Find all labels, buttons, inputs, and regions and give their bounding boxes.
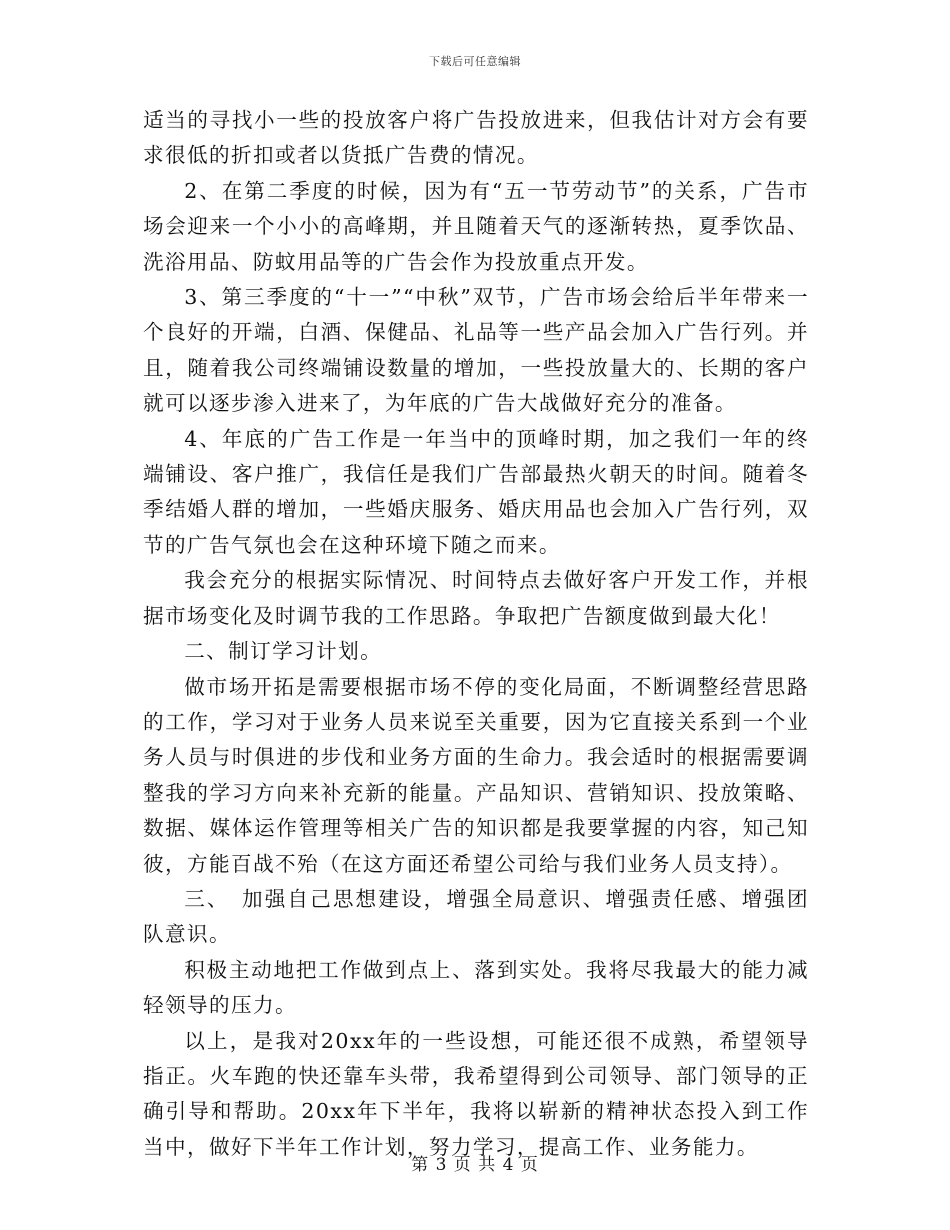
document-body (143, 103, 809, 1165)
paragraph: 积极主动地把工作做到点上、落到实处。我将尽我最大的能力减轻领导的压力。 (143, 957, 809, 1018)
paragraph: 4、年底的广告工作是一年当中的顶峰时期，加之我们一年的终端铺设、客户推广，我信任是我们广告部最热火朝天的时间。随着冬季结婚人群的增加，一些婚庆服务、婚庆用品也会加入广告行列，双节的广告气氛也会在这种环境下随之而来。 (143, 426, 809, 557)
page-header-note: 下载后可任意编辑 (429, 55, 521, 68)
paragraph: 我会充分的根据实际情况、时间特点去做好客户开发工作，并根据市场变化及时调节我的工作思路。争取把广告额度做到最大化！ (143, 568, 809, 628)
page-number: 第 3 页 共 4 页 (411, 1155, 539, 1175)
paragraph: 做市场开拓是需要根据市场不停的变化局面，不断调整经营思路的工作，学习对于业务人员来说至关重要，因为它直接关系到一个业务人员与时俱进的步伐和业务方面的生命力。我会适时的根据需要调整我的学习方向来补充新的能量。产品知识、营销知识、投放策略、数据、媒体运作管理等相关广告的知识都是我要掌握的内容，知己知彼，方能百战不殆（在这方面还希望公司给与我们业务人员支持）。 (143, 674, 809, 876)
section-heading: 二、制订学习计划。 (184, 639, 383, 664)
paragraph: 2、在第二季度的时候，因为有“五一节劳动节”的关系，广告市场会迎来一个小小的高峰期，并且随着天气的逐渐转热，夏季饮品、洗浴用品、防蚊用品等的广告会作为投放重点开发。 (143, 178, 809, 274)
paragraph: 适当的寻找小一些的投放客户将广告投放进来，但我估计对方会有要求很低的折扣或者以货抵广告费的情况。 (143, 108, 809, 168)
section-heading: 三、 加强自己思想建设，增强全局意识、增强责任感、增强团队意识。 (143, 886, 809, 947)
paragraph: 以上，是我对20xx年的一些设想，可能还很不成熟，希望领导指正。火车跑的快还靠车头带，我希望得到公司领导、部门领导的正确引导和帮助。20xx年下半年，我将以崭新的精神状态投入到工作当中，做好下半年工作计划，努力学习，提高工作、业务能力。 (143, 1028, 809, 1159)
paragraph: 3、第三季度的“十一”“中秋”双节，广告市场会给后半年带来一个良好的开端，白酒、保健品、礼品等一些产品会加入广告行列。并且，随着我公司终端铺设数量的增加，一些投放量大的、长期的客户就可以逐步渗入进来了，为年底的广告大战做好充分的准备。 (143, 285, 809, 416)
